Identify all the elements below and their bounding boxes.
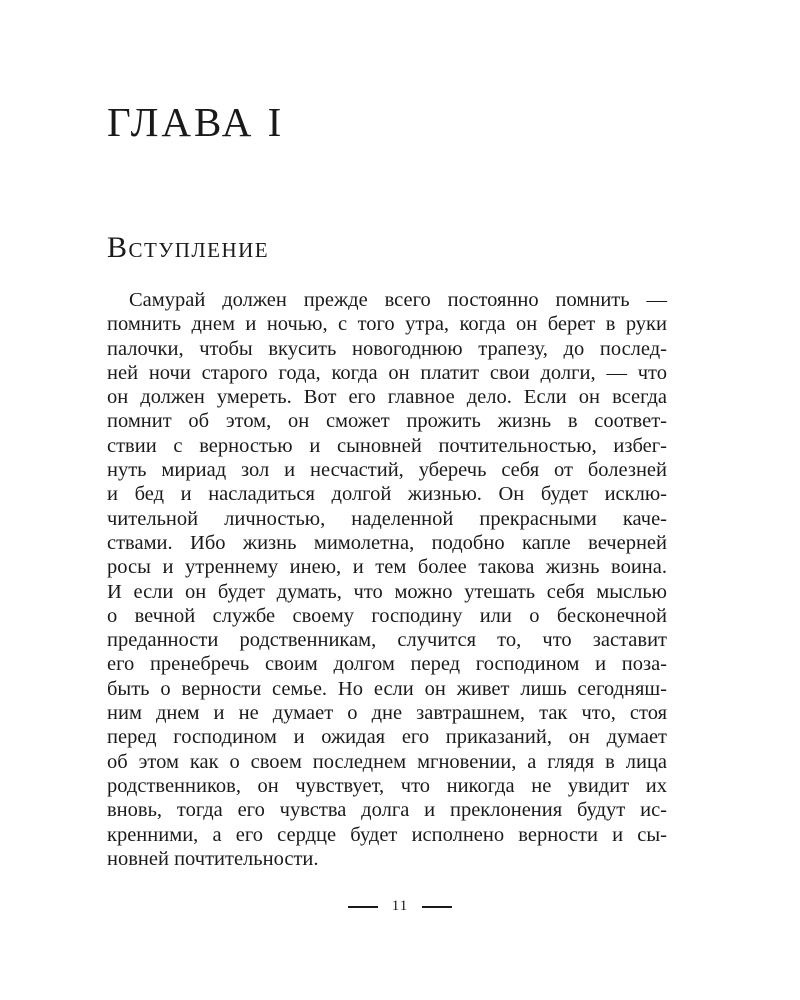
chapter-title: ГЛАВА I [107, 99, 285, 145]
text-line: кренними, а его сердце будет исполнено верности и сы- [107, 823, 667, 846]
text-line: ствами. Ибо жизнь мимолетна, подобно капле вечерней [107, 531, 667, 554]
text-line: быть о верности семье. Но если он живет лишь сегодняш- [107, 677, 667, 700]
text-line: его пренебречь своим долгом перед господином и поза- [107, 653, 667, 676]
text-line: И если он будет думать, что можно утешать себя мыслью [107, 580, 667, 603]
text-line: ним днем и не думает о дне завтрашнем, так что, стоя [107, 702, 667, 725]
text-line: он должен умереть. Вот его главное дело. Если он всегда [107, 386, 667, 409]
section-title: Вступление [107, 231, 270, 264]
body-paragraph [107, 288, 667, 871]
text-line: нуть мириад зол и несчастий, уберечь себя от болезней [107, 459, 667, 482]
page-footer [0, 898, 800, 915]
text-line: родственников, он чувствует, что никогда не увидит их [107, 774, 667, 797]
text-line: преданности родственникам, случится то, что заставит [107, 629, 667, 652]
text-line: ствии с верностью и сыновней почтительностью, избег- [107, 434, 667, 457]
text-line: помнит об этом, он сможет прожить жизнь в соответ- [107, 410, 667, 433]
text-line: и бед и насладиться долгой жизнью. Он будет исклю- [107, 483, 667, 506]
page-number: 11 [391, 898, 409, 914]
text-line: перед господином и ожидая его приказаний, он думает [107, 726, 667, 749]
text-line: палочки, чтобы вкусить новогоднюю трапезу, до послед- [107, 337, 667, 360]
text-line: вновь, тогда его чувства долга и преклонения будут ис- [107, 799, 667, 822]
text-line: Самурай должен прежде всего постоянно помнить — [129, 289, 667, 311]
text-line: росы и утреннему инею, и тем более такова жизнь воина. [107, 556, 667, 579]
footer-rule-left [348, 906, 378, 908]
text-line: ней ночи старого года, когда он платит свои долги, — что [107, 361, 667, 384]
text-line: об этом как о своем последнем мгновении, а глядя в лица [107, 750, 667, 773]
footer-rule-right [422, 906, 452, 908]
text-line: помнить днем и ночью, с того утра, когда он берет в руки [107, 313, 667, 336]
text-line: о вечной службе своему господину или о бесконечной [107, 604, 667, 627]
text-line: новней почтительности. [107, 847, 319, 870]
text-line: чительной личностью, наделенной прекрасными каче- [107, 507, 667, 530]
